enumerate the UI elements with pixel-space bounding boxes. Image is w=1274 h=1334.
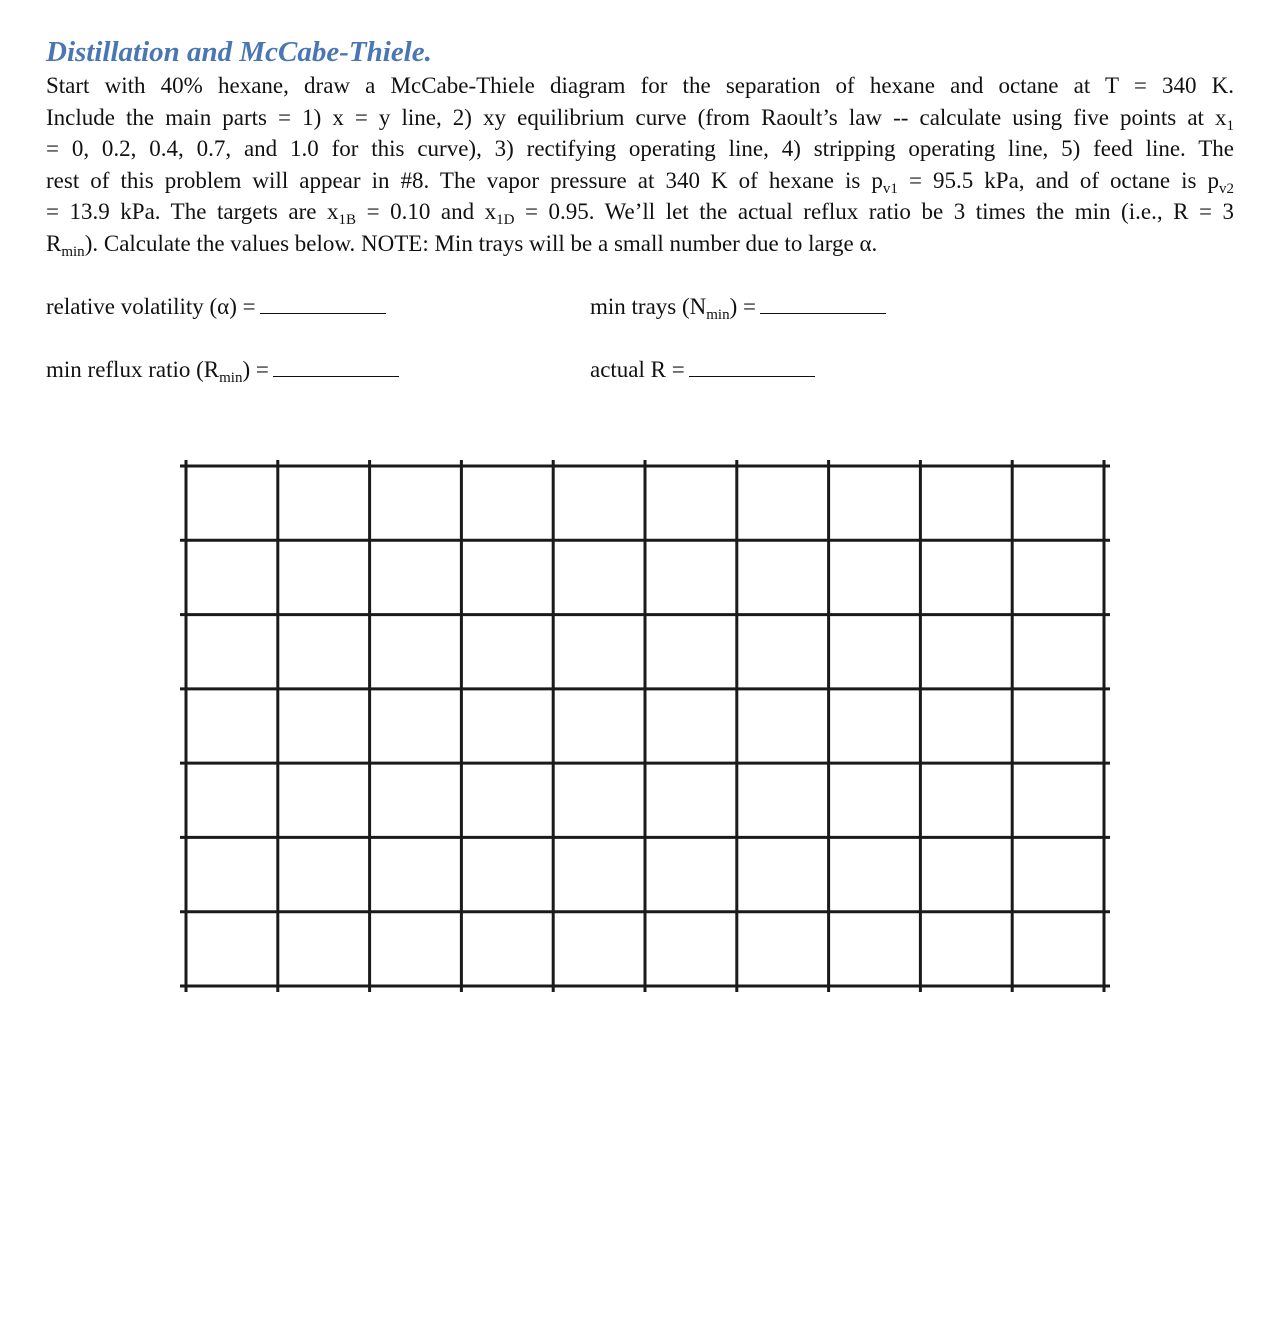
statement-line-1: Start with 40% hexane, draw a McCabe-Thiele diagram for the separation of hexane and octane at T = 340 K. bbox=[46, 73, 1234, 98]
nmin-answer-blank[interactable] bbox=[760, 293, 886, 314]
grid-canvas[interactable] bbox=[178, 446, 1112, 996]
page-title: Distillation and McCabe-Thiele. bbox=[46, 36, 432, 68]
rmin-answer-blank[interactable] bbox=[273, 356, 399, 377]
statement-line-6: $R_{min}$). Calculate the values below. NOTE: Min trays will be a small number due to large α. bbox=[46, 230, 878, 260]
statement-line-5: = 13.9 kPa. The targets are $x_{1B} = 0.10$ and $x_{1D} = 0.95$. We’ll let the actual reflux ratio be 3 times the min (i.e., R = 3 bbox=[46, 199, 1234, 228]
actual-r-answer-blank[interactable] bbox=[689, 356, 815, 377]
statement-line-2: Include the main parts = 1) x = y line, 2) xy equilibrium curve (from Raoult’s law -- calculate using five points at $x_1$ bbox=[46, 104, 1234, 134]
nmin-field bbox=[590, 292, 886, 322]
nmin-label: min trays $(N_{min})$ = bbox=[590, 294, 756, 323]
mccabe-thiele-grid[interactable] bbox=[178, 446, 1112, 996]
statement-line-4: rest of this problem will appear in #8. The vapor pressure at 340 K of hexane is $p_{v1} = 95.5$ kPa, and of octane is $p_{v2}$ bbox=[46, 167, 1234, 197]
actual-r-label: actual R = bbox=[590, 357, 685, 382]
alpha-answer-blank[interactable] bbox=[260, 293, 386, 314]
statement-line-3: = 0, 0.2, 0.4, 0.7, and 1.0 for this curve), 3) rectifying operating line, 4) stripping operating line, 5) feed line. The bbox=[46, 136, 1234, 161]
alpha-label: relative volatility (α) = bbox=[46, 294, 256, 319]
problem-statement bbox=[46, 70, 1234, 259]
alpha-field bbox=[46, 292, 386, 322]
rmin-label: min reflux ratio $(R_{min})$ = bbox=[46, 357, 269, 386]
actual-r-field bbox=[590, 355, 815, 385]
rmin-field bbox=[46, 355, 399, 385]
